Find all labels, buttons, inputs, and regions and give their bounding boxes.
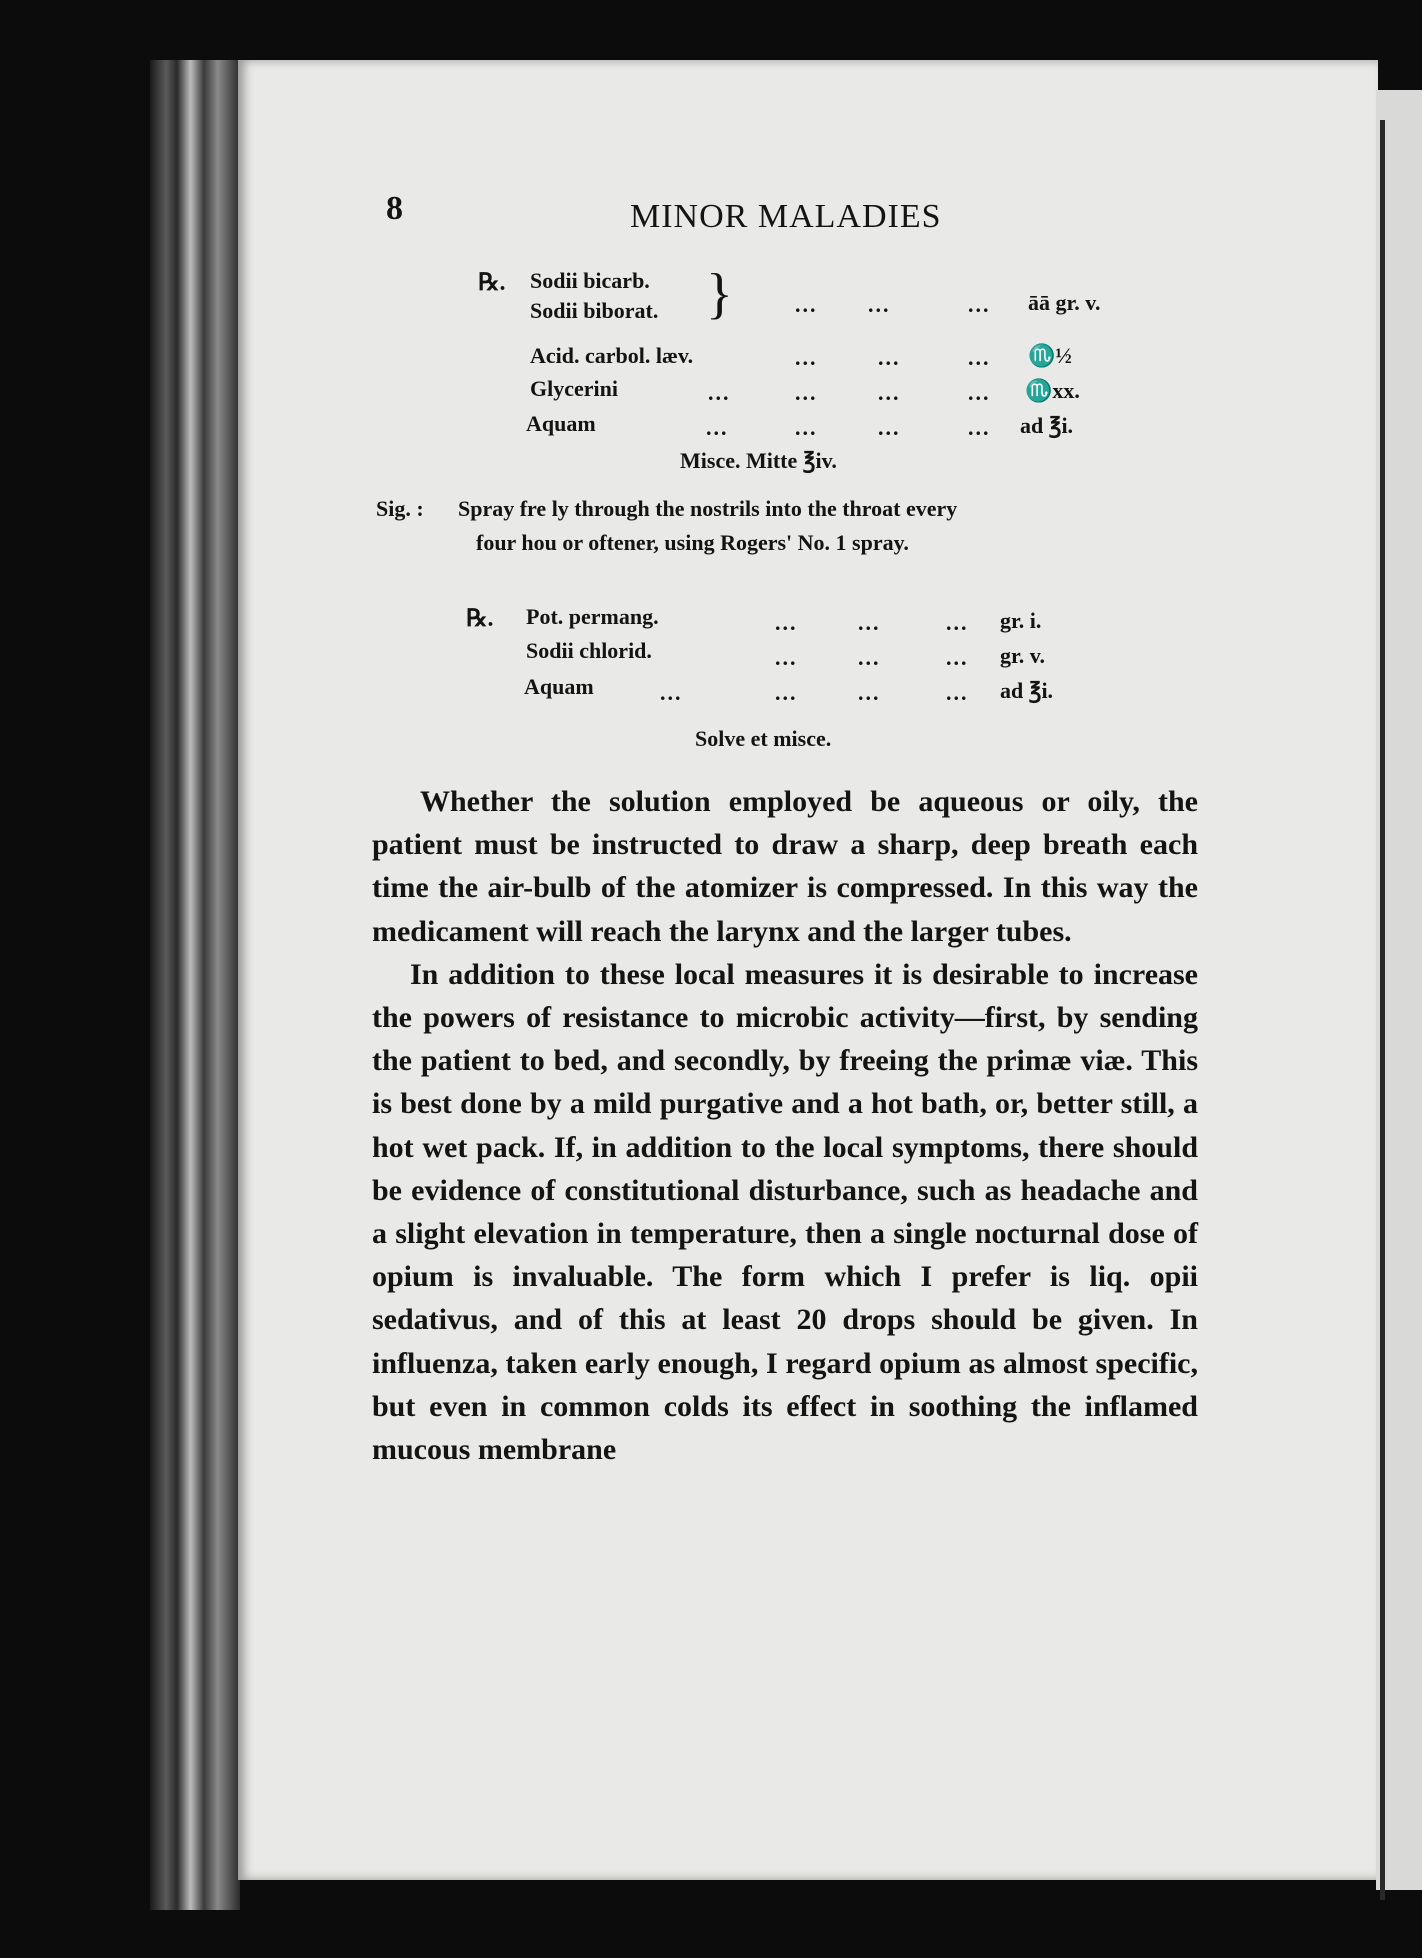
leader-dots: ... [946,610,969,635]
leader-dots: ... [968,345,991,370]
rx1-dose-1: āā gr. v. [1028,290,1101,315]
grouping-brace: } [706,263,733,325]
rx1-dose-3: ♏xx. [1025,378,1080,403]
leader-dots: ... [878,415,901,440]
rx2-dose-3: ad ℥i. [1000,678,1054,703]
page-number: 8 [386,190,403,227]
leader-dots: ... [795,415,818,440]
recipe-symbol: ℞. [466,606,494,632]
leader-dots: ... [660,680,683,705]
rx1-drug-5: Aquam [526,411,596,436]
leader-dots: ... [858,610,881,635]
leader-dots: ... [775,610,798,635]
rx2-drug-2: Sodii chlorid. [526,638,652,663]
leader-dots: ... [968,380,991,405]
rx1-dose-2: ♏½ [1028,343,1072,368]
leader-dots: ... [946,680,969,705]
leader-dots: ... [708,380,731,405]
sig-line-2: four hou or oftener, using Rogers' No. 1 spray. [476,530,909,555]
body-text [372,780,1198,1471]
leader-dots: ... [968,415,991,440]
paragraph: Whether the solution employed be aqueous or oily, the patient must be instructed to draw a sharp, deep breath each time the air-bulb of the atomizer is compressed. In this way the medicament will reach the larynx and the larger tubes. [372,785,1198,948]
rx2-drug-3: Aquam [524,674,594,699]
rx1-drug-2: Sodii biborat. [530,298,659,323]
rx2-directive: Solve et misce. [695,726,832,751]
running-head-title: MINOR MALADIES [630,198,942,235]
rx1-drug-3: Acid. carbol. læv. [530,343,694,368]
recipe-symbol: ℞. [478,270,506,296]
rx2-dose-1: gr. i. [1000,608,1042,633]
leader-dots: ... [946,645,969,670]
leader-dots: ... [795,292,818,317]
sig-line-1: Spray fre ly through the nostrils into the throat every [458,496,958,521]
leader-dots: ... [795,380,818,405]
leader-dots: ... [775,680,798,705]
sig-label: Sig. : [376,496,424,521]
rx2-dose-2: gr. v. [1000,643,1046,668]
leader-dots: ... [858,645,881,670]
leader-dots: ... [775,645,798,670]
book-binding [150,60,240,1910]
leader-dots: ... [878,380,901,405]
rx1-dose-4: ad ℥i. [1020,413,1074,438]
rx1-drug-1: Sodii bicarb. [530,268,650,293]
leader-dots: ... [968,292,991,317]
leader-dots: ... [706,415,729,440]
paragraph: In addition to these local measures it is desirable to increase the powers of resistance to microbic activity—first, by sending the patient to bed, and secondly, by freeing the primæ viæ. This is best done by a mild purgative and a hot bath, or, better still, a hot wet pack. If, in addition to the local symptoms, there should be evidence of constitutional disturbance, such as headache and a slight elevation in temperature, then a single nocturnal dose of opium is invaluable. The form which I prefer is liq. opii sedativus, and of this at least 20 drops should be given. In influenza, taken early enough, I regard opium as almost specific, but even in common colds its effect in soothing the inflamed mucous membrane [372,957,1198,1467]
leader-dots: ... [795,345,818,370]
leader-dots: ... [858,680,881,705]
leader-dots: ... [868,292,891,317]
rx2-drug-1: Pot. permang. [526,604,659,629]
page-gutter-line [1380,120,1385,1900]
leader-dots: ... [878,345,901,370]
rx1-directive: Misce. Mitte ℥iv. [680,448,837,473]
rx1-drug-4: Glycerini [530,376,618,401]
